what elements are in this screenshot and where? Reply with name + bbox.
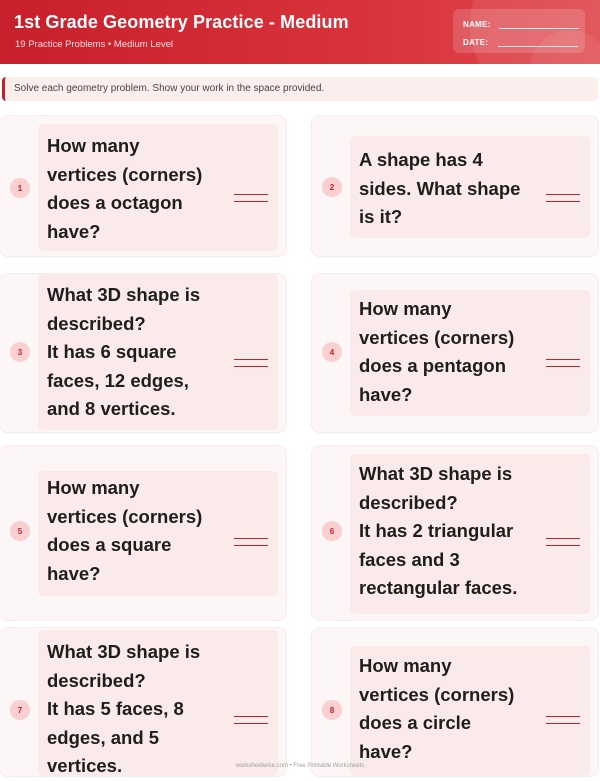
- answer-line[interactable]: [546, 194, 580, 202]
- problem-card-3: [0, 274, 286, 432]
- question-text: A shape has 4 sides. What shape is it?: [359, 149, 521, 228]
- question-text: How many vertices (corners) does a octagon have?: [47, 135, 203, 242]
- problem-card-1: [0, 116, 286, 256]
- question-text: What 3D shape is described? It has 6 square faces, 12 edges, and 8 vertices.: [47, 284, 201, 420]
- date-label: DATE:: [463, 38, 489, 47]
- name-label: NAME:: [463, 20, 491, 29]
- problem-card-8: [312, 628, 598, 776]
- question-text: How many vertices (corners) does a square have?: [47, 477, 203, 584]
- problem-card-4: [312, 274, 598, 432]
- answer-line[interactable]: [546, 716, 580, 724]
- page-subtitle: 19 Practice Problems • Medium Level: [15, 39, 174, 50]
- problem-number-badge: 5: [10, 521, 30, 541]
- question-text: How many vertices (corners) does a pentagon have?: [359, 298, 515, 405]
- problem-card-7: [0, 628, 286, 776]
- answer-line[interactable]: [234, 716, 268, 724]
- instructions-banner: [2, 77, 598, 101]
- problem-card-6: [312, 446, 598, 620]
- question-text: What 3D shape is described? It has 5 faces, 8 edges, and 5 vertices.: [47, 641, 201, 777]
- instructions-text: Solve each geometry problem. Show your work in the space provided.: [14, 83, 325, 94]
- answer-line[interactable]: [546, 359, 580, 367]
- problem-number-badge: 2: [322, 177, 342, 197]
- answer-line[interactable]: [546, 538, 580, 546]
- name-date-box: [453, 9, 585, 53]
- name-row: [463, 17, 579, 29]
- problem-number-badge: 8: [322, 700, 342, 720]
- footer-text: worksheetwise.com • Free Printable Worksheets: [235, 763, 365, 769]
- name-line: [499, 20, 579, 29]
- problem-number-badge: 3: [10, 342, 30, 362]
- problem-number-badge: 6: [322, 521, 342, 541]
- problem-card-2: [312, 116, 598, 256]
- problem-card-5: [0, 446, 286, 620]
- date-row: [463, 35, 578, 47]
- question-text: What 3D shape is described? It has 2 triangular faces and 3 rectangular faces.: [359, 463, 518, 599]
- problem-number-badge: 7: [10, 700, 30, 720]
- date-line: [498, 38, 578, 47]
- problem-number-badge: 1: [10, 178, 30, 198]
- answer-line[interactable]: [234, 359, 268, 367]
- problem-number-badge: 4: [322, 342, 342, 362]
- page-title: 1st Grade Geometry Practice - Medium: [14, 12, 349, 32]
- question-text: How many vertices (corners) does a circle have?: [359, 655, 515, 762]
- answer-line[interactable]: [234, 538, 268, 546]
- worksheet-header: [0, 0, 600, 64]
- answer-line[interactable]: [234, 194, 268, 202]
